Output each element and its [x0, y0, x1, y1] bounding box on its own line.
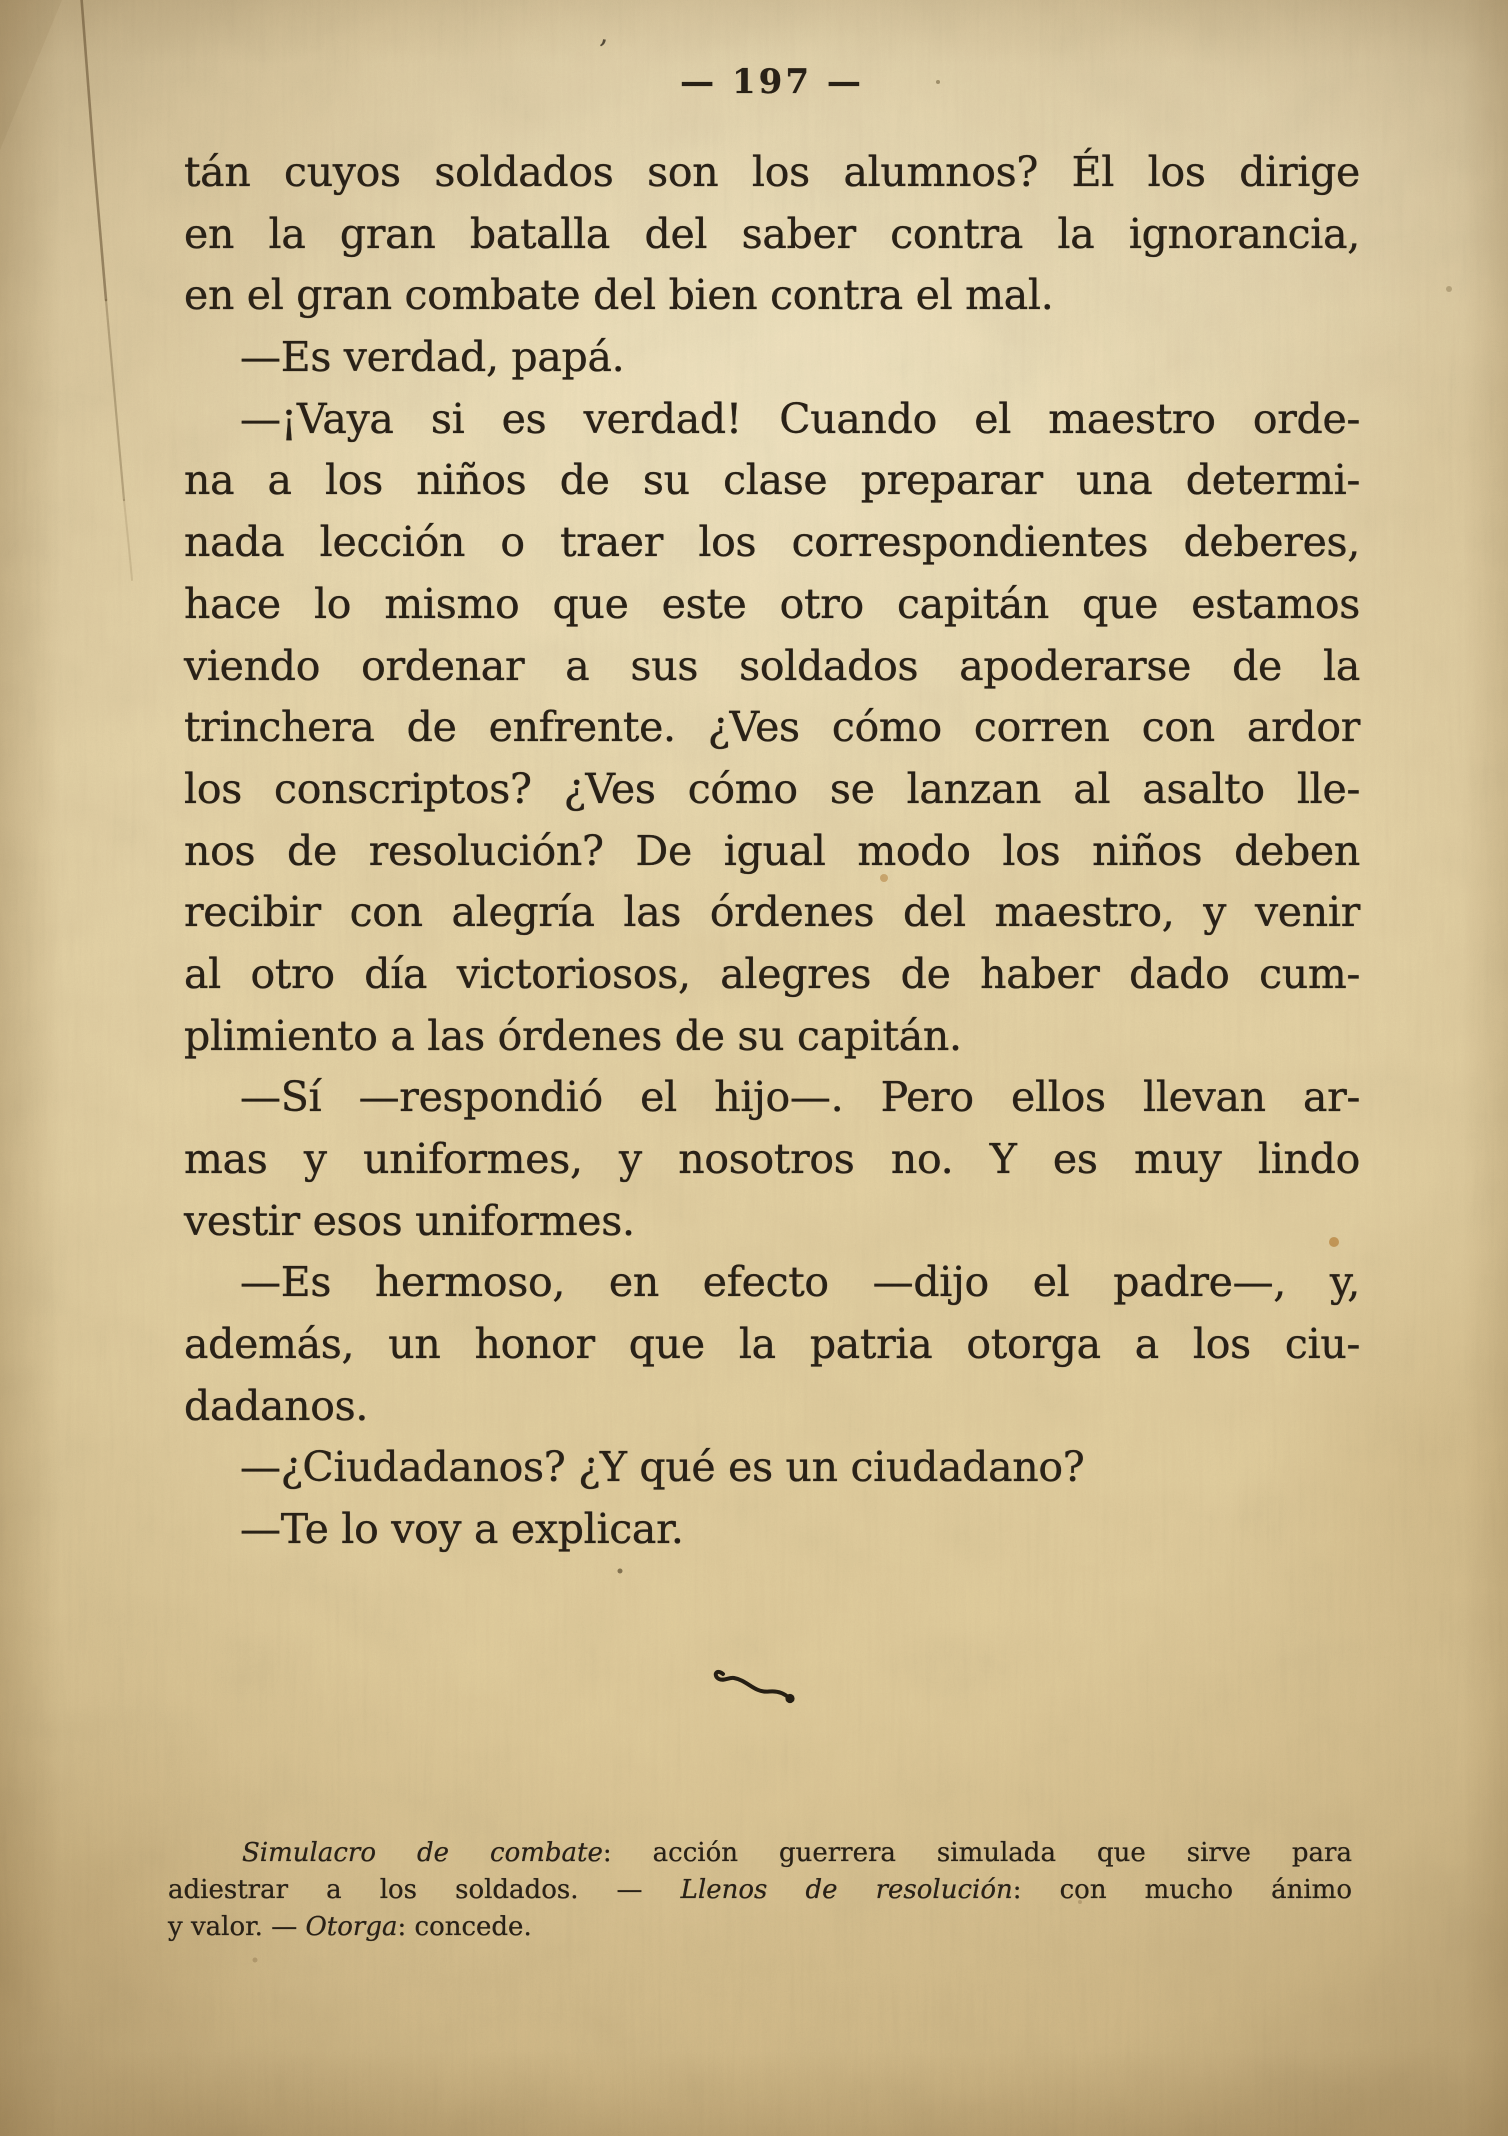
stray-ink-mark: ’ — [594, 33, 609, 70]
text-line: en el gran combate del bien contra el mal. — [184, 271, 1054, 320]
text-line: —Sí —respondió el hijo—. Pero ellos llevan ar- — [240, 1073, 1360, 1122]
text-line: vestir esos uniformes. — [184, 1196, 635, 1245]
footnote-text: adiestrar a los soldados. — — [168, 1874, 681, 1905]
text-line: —¿Ciudadanos? ¿Y qué es un ciudadano? — [240, 1443, 1085, 1492]
footnote-text: : concede. — [397, 1911, 532, 1942]
text-line: los conscriptos? ¿Ves cómo se lanzan al asalto lle- — [184, 764, 1360, 813]
footnote-line — [168, 1872, 1352, 1909]
text-line: en la gran batalla del saber contra la ignorancia, — [184, 209, 1360, 258]
text-line: trinchera de enfrente. ¿Ves cómo corren con ardor — [184, 703, 1360, 752]
footnote-term: Llenos de resolución — [680, 1874, 1013, 1905]
corner-shading — [0, 0, 62, 150]
text-line: viendo ordenar a sus soldados apoderarse de la — [184, 641, 1360, 690]
text-line: —Es hermoso, en efecto —dijo el padre—, y, — [240, 1258, 1360, 1307]
text-line: —Es verdad, papá. — [240, 333, 625, 382]
footnote-term: Otorga — [305, 1911, 398, 1942]
text-line: nos de resolución? De igual modo los niños deben — [184, 826, 1360, 875]
page-number: — 197 — — [680, 62, 864, 102]
text-line: nada lección o traer los correspondientes deberes, — [184, 518, 1360, 567]
text-line: además, un honor que la patria otorga a los ciu- — [184, 1320, 1360, 1369]
footnote-term: Simulacro de combate — [242, 1838, 603, 1868]
footnote-line — [168, 1835, 1352, 1872]
text-line: al otro día victoriosos, alegres de haber dado cum- — [184, 949, 1360, 998]
text-line: —¡Vaya si es verdad! Cuando el maestro orde- — [240, 394, 1360, 443]
text-line: dadanos. — [184, 1381, 369, 1430]
text-line: hace lo mismo que este otro capitán que estamos — [184, 579, 1360, 628]
footnote-text: : con mucho ánimo — [1012, 1874, 1352, 1905]
text-line: na a los niños de su clase preparar una determi- — [184, 456, 1360, 505]
footnote-text: y valor. — — [168, 1911, 306, 1942]
footnote-line — [168, 1909, 1352, 1946]
body-text — [184, 142, 1360, 1561]
text-line: plimiento a las órdenes de su capitán. — [184, 1011, 962, 1060]
text-line: —Te lo voy a explicar. — [240, 1505, 684, 1554]
text-line: mas y uniformes, y nosotros no. Y es muy lindo — [184, 1135, 1360, 1183]
footnote-text: : acción guerrera simulada que sirve para — [602, 1838, 1352, 1868]
crease-mark — [81, 0, 132, 580]
text-line: recibir con alegría las órdenes del maestro, y venir — [184, 888, 1360, 937]
ornament-squiggle-icon — [712, 1666, 804, 1712]
footnote — [168, 1835, 1352, 1945]
text-line: tán cuyos soldados son los alumnos? Él los dirige — [184, 148, 1360, 196]
